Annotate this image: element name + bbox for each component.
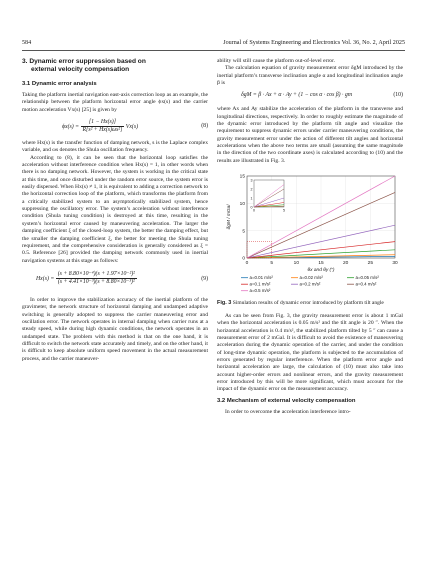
y-axis-label: δgM / mGal xyxy=(227,204,232,230)
section-title-line-2: external velocity compensation xyxy=(31,66,130,73)
figure-3 xyxy=(217,170,403,298)
x-tick-label: 20 xyxy=(342,261,349,267)
equation-number: (9) xyxy=(201,275,208,282)
legend-label: a=0.02 m/s² xyxy=(299,275,323,281)
eq8-lhs: ϕx(s) = xyxy=(62,124,80,131)
equation-10 xyxy=(217,91,403,102)
figure-caption-text: Simulation results of dynamic error introduced by platform tilt angle xyxy=(232,300,384,307)
paragraph: In order to improve the stabilization accuracy of the inertial platform of the gravimeter, the network structure of horizontal damping and undamped adaptive switching is generally adopted to suppress the carrier maneuvering error and oscillation error. The network operates in internal damping when carrier runs at a steady speed, while during high dynamic conditions, the network operates in an undamped state. The problem with this method is that on the one hand, it is difficult to switch the network state accurately and timely, and on the other hand, it is difficult to keep absolute uniform speed movement in the actual measurement process, and the carrier maneuver- xyxy=(22,296,208,362)
paragraph: As can be seen from Fig. 3, the gravity measurement error is about 1 mGal when the horizontal acceleration is 0.05 m/s² and the tilt angle is 20 ″. When the horizontal acceleration is 0.4 m/s², the stabilized platform tilted by 5 ″ can cause a measurement error of 2 mGal. It is difficult to avoid the existence of maneuvering acceleration during the dynamic operation of the carrier, and under the condition of long-time dynamic operation, the platform is subjected to the accumulation of errors generated by regular interference. When the platform error angle and horizontal acceleration are large, the calculation of (10) must also take into account higher-order errors and nonlinear errors, and the gravity measurement error introduced by this will be more significant, which must account for the impact of the dynamic error on the measurement accuracy. xyxy=(217,312,403,393)
chart xyxy=(217,170,403,298)
eq8-fraction xyxy=(81,119,125,135)
x-tick-label: 30 xyxy=(392,261,398,267)
legend-label: a=0.1 m/s² xyxy=(249,281,271,287)
subsection-title-velocity-compensation: 3.2 Mechanism of external velocity compensation xyxy=(217,397,356,404)
equation-number: (8) xyxy=(201,123,208,130)
x-axis-label: θx and θy (″) xyxy=(307,268,335,274)
journal-title: Journal of Systems Engineering and Electronics Vol. 36, No. 2, April 2025 xyxy=(223,40,405,46)
eq9-fraction xyxy=(56,271,137,287)
left-column xyxy=(22,58,208,363)
paragraph: Taking the platform inertial navigation east-axis correction loop as an example, the relationship between the platform horizontal error angle ϕx(s) and the carrier motion acceleration Vx(s) [25] is given by xyxy=(22,92,208,113)
paragraph: where Hx(s) is the transfer function of damping network, s is the Laplace complex variable, and ωs denotes the Shula oscillation frequency. xyxy=(22,140,208,154)
legend-label: a=0.4 m/s² xyxy=(355,281,377,287)
equation-9-body xyxy=(36,271,137,287)
x-tick-label: 10 xyxy=(293,261,300,267)
y-tick-label: 15 xyxy=(239,174,245,180)
legend-label: a=0.2 m/s² xyxy=(299,281,321,287)
section-title-line-1: 3. Dynamic error suppression based on xyxy=(22,58,146,65)
paragraph: According to (8), it can be seen that the horizontal loop satisfies the acceleration without interference condition when Hx(s) = 1, in other words when there is no damping network. However, the system is working in the critical state at this time, and once disturbed under the random error source, the system error is easily dispersed. When Hx(s) ≠ 1, it is equivalent to adding a correction network to the horizontal correction loop of the platform, which transforms the platform from a critically stabilized system to an asymptotically stabilized system, hence suppressing the oscillatory error. The system’s acceleration without interference condition (Shula tuning condition) is destroyed at this time, resulting in the system’s horizontal error caused by maneuvering acceleration. The larger the damping coefficient ξ of the closed-loop system, the better the damping effect, but the smaller the damping coefficient ξ, the better for meeting the Shula tuning requirement, and the comprehensive consideration is generally considered as ξ = 0.5. Reference [26] provided the damping network commonly used in inertial navigation systems at this stage as follows: xyxy=(22,154,208,264)
subsection-title-dynamic-error: 3.1 Dynamic error analysis xyxy=(22,81,97,87)
x-tick-label: 25 xyxy=(367,261,374,267)
y-tick-label: 10 xyxy=(239,202,245,208)
running-header xyxy=(22,39,405,51)
inset-y-tick-label: 3 xyxy=(250,178,253,183)
x-tick-label: 0 xyxy=(245,261,249,267)
right-column xyxy=(217,58,403,416)
eq9-numerator: (s + 8.80×10⁻⁴)(s + 1.97×10⁻²)² xyxy=(56,271,137,279)
figure-label: Fig. 3 xyxy=(217,300,232,307)
figure-caption xyxy=(217,300,403,307)
equation-9 xyxy=(22,269,208,293)
section-title xyxy=(22,58,208,74)
eq8-numerator: [1 − Hx(s)] xyxy=(81,119,125,127)
eq10-body: δgM = β · Ax + α · Ay + (1 − cos α · cos β) · gm xyxy=(241,92,353,99)
legend-label: a=0.01 m/s² xyxy=(249,275,273,281)
legend-label: a=0.05 m/s² xyxy=(355,275,379,281)
paragraph: ability will still cause the platform out-of-level error. xyxy=(217,58,336,64)
paragraph: In order to overcome the acceleration interference intro- xyxy=(225,408,351,415)
equation-number: (10) xyxy=(393,92,403,99)
equation-8-body xyxy=(62,119,138,135)
eq8-denominator: R[s² + Hx(s)ωs²] xyxy=(82,127,123,134)
inset-y-tick-label: 1 xyxy=(250,196,253,201)
x-tick-label: 15 xyxy=(318,261,324,267)
legend-label: a=0.5 m/s² xyxy=(249,288,271,294)
inset-y-tick-label: 0 xyxy=(250,205,253,210)
x-tick-label: 5 xyxy=(270,261,274,267)
eq8-rhs: Vx(s) xyxy=(125,124,139,131)
eq9-denominator: (s + 4.41×10⁻³)(s + 8.80×10⁻³)² xyxy=(57,279,135,286)
equation-8 xyxy=(22,118,208,136)
y-tick-label: 5 xyxy=(242,229,245,235)
inset-x-tick-label: 0 xyxy=(253,208,255,213)
inset-y-tick-label: 2 xyxy=(250,187,253,192)
y-tick-label: 0 xyxy=(242,256,245,262)
inset-x-tick-label: 5 xyxy=(283,208,285,213)
eq9-lhs: Hx(s) = xyxy=(36,276,55,283)
page-number: 584 xyxy=(22,40,32,46)
paragraph: The calculation equation of gravity measurement error δgM introduced by the inertial platform’s transverse inclination angle α and longitudinal inclination angle β is xyxy=(217,65,403,87)
paragraph: where Ax and Ay stabilize the acceleration of the platform in the transverse and longitudinal directions, respectively. In order to roughly estimate the magnitude of the dynamic error introduced by the platform tilt angle and visualize the requirement to suppress dynamic errors under carrier maneuvering conditions, the gravity measurement error under the action of different tilt angles and horizontal accelerations when the above two terms are small (assuming the same magnitude in the direction of the two coordinate axes) is calculated according to (10) and the results are illustrated in Fig. 3. xyxy=(217,106,403,164)
